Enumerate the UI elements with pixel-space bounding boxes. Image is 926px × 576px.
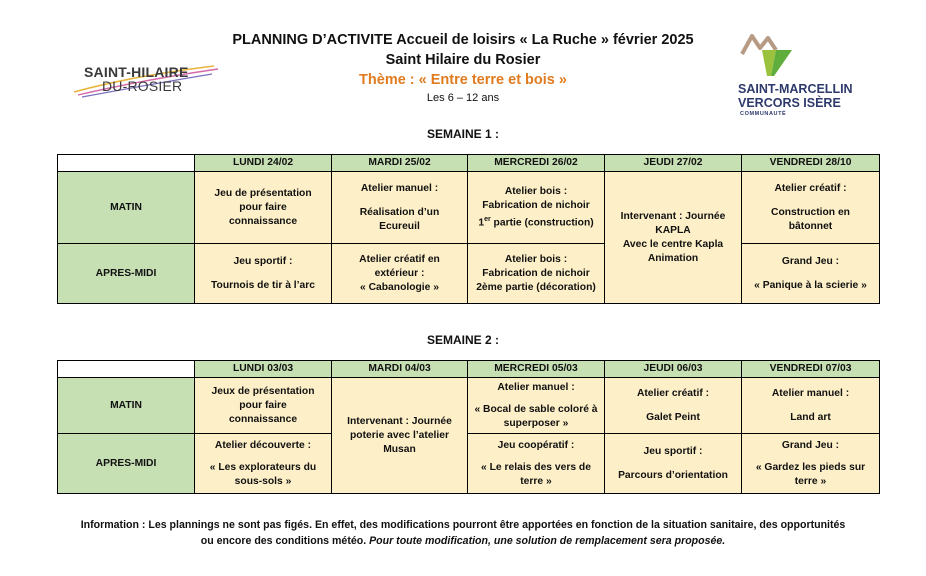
activity-line: Musan	[383, 443, 416, 455]
activity-line: « Gardez les pieds sur	[755, 461, 866, 473]
activity-line: Atelier manuel :	[360, 182, 439, 194]
saint-marcellin-logo	[736, 28, 876, 120]
logo-left-line1: SAINT-HILAIRE	[84, 64, 189, 80]
spacer	[471, 395, 601, 403]
activity-line: Atelier découverte :	[214, 439, 312, 451]
activity-line: Construction en	[771, 206, 850, 218]
week1-wed-am	[468, 172, 605, 244]
info-line1: Information : Les plannings ne sont pas figés. En effet, des modifications pourront être apportées en fonction de la situation sanitaire, des opportunités	[80, 519, 846, 531]
activity-line	[471, 213, 601, 230]
row-label-afternoon: APRES-MIDI	[58, 434, 195, 494]
activity-line: Intervenant : Journée	[620, 210, 726, 222]
activity-line: KAPLA	[655, 224, 691, 236]
part-label: partie (construction)	[490, 217, 594, 229]
spacer	[198, 269, 328, 279]
activity-line: « Cabanologie »	[360, 281, 439, 293]
planning-title: PLANNING D’ACTIVITE Accueil de loisirs « La Ruche » février 2025	[232, 32, 694, 48]
age-range: Les 6 – 12 ans	[426, 92, 500, 104]
week1-day-tue: MARDI 25/02	[332, 155, 468, 172]
activity-line: « Bocal de sable coloré à	[474, 403, 598, 415]
week1-day-fri: VENDREDI 28/10	[742, 155, 880, 172]
week1-tue-am	[332, 172, 468, 244]
week1-morning-row	[58, 172, 880, 244]
week1-wed-pm	[468, 244, 605, 304]
activity-line: terre »	[520, 475, 552, 487]
activity-line: Animation	[647, 252, 699, 264]
activity-line: « Les explorateurs du	[209, 461, 317, 473]
saint-hilaire-logo	[72, 60, 222, 100]
activity-line: Parcours d’orientation	[618, 469, 728, 481]
week1-mon-am	[195, 172, 332, 244]
activity-line: Atelier manuel :	[771, 387, 850, 399]
row-label-morning: MATIN	[58, 172, 195, 244]
activity-line: Galet Peint	[646, 411, 700, 423]
week1-thu-full-day	[605, 172, 742, 304]
activity-line: Jeu sportif :	[643, 445, 703, 457]
activity-line: pour faire	[239, 201, 287, 213]
week2-thu-am	[605, 378, 742, 434]
week2-day-fri: VENDREDI 07/03	[742, 361, 880, 378]
week1-header-row	[58, 155, 880, 172]
spacer	[608, 401, 738, 411]
week2-wed-am	[468, 378, 605, 434]
activity-line: Atelier bois :	[504, 253, 568, 265]
corner-cell	[58, 155, 195, 172]
logo-right-line1: SAINT-MARCELLIN	[738, 82, 853, 96]
info-line2	[0, 533, 926, 549]
activity-line: Atelier manuel :	[497, 381, 575, 393]
activity-line: pour faire	[239, 399, 287, 411]
row-label-afternoon: APRES-MIDI	[58, 244, 195, 304]
activity-line: Tournois de tir à l’arc	[211, 279, 315, 291]
week1-label: SEMAINE 1 :	[426, 127, 499, 141]
activity-line: Atelier créatif :	[636, 387, 710, 399]
logo-left-line2: DU-ROSIER	[102, 78, 183, 94]
logo-right-line3: COMMUNAUTÉ	[740, 111, 787, 117]
planning-location: Saint Hilaire du Rosier	[385, 52, 541, 68]
activity-line: poterie avec l’atelier	[349, 429, 450, 441]
week1-day-wed: MERCREDI 26/02	[468, 155, 605, 172]
week2-header-row	[58, 361, 880, 378]
week2-day-mon: LUNDI 03/03	[195, 361, 332, 378]
week2-mon-am	[195, 378, 332, 434]
info-line2-italic: Pour toute modification, une solution de remplacement sera proposée.	[369, 535, 726, 547]
spacer	[198, 453, 328, 461]
week1-day-mon: LUNDI 24/02	[195, 155, 332, 172]
week2-afternoon-row	[58, 434, 880, 494]
week1-fri-pm	[742, 244, 880, 304]
activity-line: Fabrication de nichoir	[482, 267, 590, 279]
week2-morning-row	[58, 378, 880, 434]
information-note	[0, 517, 926, 549]
ordinal-suffix: er	[484, 215, 491, 223]
week1-day-thu: JEUDI 27/02	[605, 155, 742, 172]
week1-tue-pm	[332, 244, 468, 304]
activity-line: superposer »	[503, 417, 569, 429]
activity-line: Réalisation d’un	[359, 206, 440, 218]
activity-line: Land art	[790, 411, 831, 423]
activity-line: Jeux de présentation	[211, 385, 315, 397]
spacer	[471, 453, 601, 461]
activity-line: Ecureuil	[379, 220, 420, 232]
week2-tue-full-day	[332, 378, 468, 494]
activity-line: « Panique à la scierie »	[754, 279, 867, 291]
activity-line: terre »	[794, 475, 827, 487]
week2-wed-pm	[468, 434, 605, 494]
week2-table	[57, 360, 880, 494]
activity-line: bâtonnet	[788, 220, 833, 232]
mountain-v-icon	[736, 28, 806, 84]
activity-line: Intervenant : Journée	[347, 415, 452, 427]
activity-line: connaissance	[228, 413, 298, 425]
week2-day-thu: JEUDI 06/03	[605, 361, 742, 378]
week2-fri-pm	[742, 434, 880, 494]
activity-line: Atelier créatif en	[359, 253, 440, 265]
activity-line: Fabrication de nichoir	[482, 199, 590, 211]
info-line2-start: ou encore des conditions météo.	[200, 535, 370, 547]
activity-line: extérieur :	[374, 267, 425, 279]
week2-day-wed: MERCREDI 05/03	[468, 361, 605, 378]
activity-line: « Le relais des vers de	[481, 461, 591, 473]
activity-line: Jeu sportif :	[233, 255, 293, 267]
activity-line: Jeu de présentation	[214, 187, 312, 199]
planning-theme: Thème : « Entre terre et bois »	[359, 72, 567, 88]
spacer	[745, 401, 876, 411]
activity-line: Atelier créatif :	[774, 182, 847, 194]
week2-fri-am	[742, 378, 880, 434]
activity-line: Atelier bois :	[504, 185, 568, 197]
activity-line: connaissance	[228, 215, 298, 227]
week1-fri-am	[742, 172, 880, 244]
activity-line: sous-sols »	[234, 475, 292, 487]
week2-label: SEMAINE 2 :	[426, 333, 499, 347]
week2-mon-pm	[195, 434, 332, 494]
week1-mon-pm	[195, 244, 332, 304]
activity-line: Avec le centre Kapla	[622, 238, 724, 250]
week2-thu-pm	[605, 434, 742, 494]
spacer	[745, 269, 876, 279]
logo-right-line2: VERCORS ISÈRE	[738, 96, 841, 110]
activity-line: Grand Jeu :	[781, 255, 840, 267]
spacer	[335, 196, 464, 206]
week2-day-tue: MARDI 04/03	[332, 361, 468, 378]
row-label-morning: MATIN	[58, 378, 195, 434]
activity-line: Grand Jeu :	[781, 439, 840, 451]
activity-line: Jeu coopératif :	[497, 439, 575, 451]
part-number: 1	[478, 217, 485, 229]
week1-table	[57, 154, 880, 304]
spacer	[608, 459, 738, 469]
spacer	[745, 196, 876, 206]
spacer	[745, 453, 876, 461]
corner-cell	[58, 361, 195, 378]
activity-line: 2ème partie (décoration)	[476, 281, 596, 293]
week1-afternoon-row	[58, 244, 880, 304]
